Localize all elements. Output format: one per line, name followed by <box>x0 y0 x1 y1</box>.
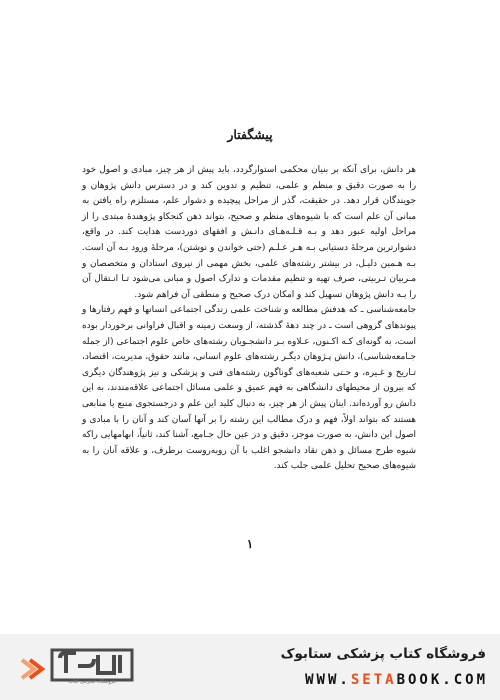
url-prefix: WWW. <box>305 672 351 688</box>
paragraph: جامعه‌شناسی ـ که هدفش مطالعه و شناخت علمی زندگی اجتماعی انسانها و فهم رفتارها و پیوندهای گروهی است ـ در چند دههٔ گذشته، از وسعت زمینه و اقبال فراوانی برخوردار بوده است، به گونه‌ای کـه اکـنون، عـلاوه بـر دانشجـویان رشته‌های خاص علوم اجتماعی (از جمله جـامعه‌شناسی)، دانش پـژوهان دیگـر رشته‌های علوم انسانی، مانند حقوق، مدیریت، اقتصاد، تـاریخ و غـیره، و حـتی شعبه‌های گوناگون رشته‌های فنی و پزشکی و نیز پژوهندگان دیگری که بیرون از محیطهای دانشگاهی به فهم عمیق و علمی مسائل اجتماعی علاقه‌مندند، به این دانش رو آورده‌اند. اینان پیش از هر چیز، به دنبال کلید این علم و درجستجوی منبع یا منابعی هستند که بتواند اولاً، فهم و درک مطالب این رشته را بر آنها آسان کند و آنان را با مبادی و اصول این دانش، به صورت موجز، دقیق و در عین حال جـامع، آشنا کند، ثانیاً، ابهامهایی راکه شیوه طرح مسائل و ذهن نقاد دانشجو اغلب با آن روبه‌روست برطرف، و علاقه آنان را به شیوه‌های صحیح تحلیل علمی جلب کند. <box>82 305 416 472</box>
publisher-footer <box>0 634 500 700</box>
url-brand: SETA <box>350 672 397 688</box>
url-suffix: BOOK.COM <box>396 672 488 688</box>
shop-url-link[interactable] <box>305 672 488 688</box>
setabook-logo-icon <box>16 640 136 698</box>
shop-name: فروشگاه کتاب پزشکی ستابوک <box>280 646 486 662</box>
document-body <box>82 163 416 475</box>
page-title: پیشگفتار <box>227 127 273 142</box>
page-number: ۱ <box>246 537 254 551</box>
paragraph: هر دانش، برای آنکه بر بنیان محکمی استوارگردد، باید پیش از هر چیز، مبادی و اصول خود را به صورت دقیق و منظم و علمی، تنظیم و تدوین کند و در دسترس دانش پژوهان و جویندگان قرار دهد. در حقیقت، گذر از مراحل پیچیده و دشوار علم، مستلزم راه یافتن به مبانی آن علم است که با شیوه‌های منظم و صحیح، بتواند ذهن کنجکاو پژوهندهٔ مبتدی را از مراحل اولیه عبور دهد و بـه قـلـه‌هـای دانـش و افقهای دوردست هدایت کند. در واقع، دشوارترین مرحلهٔ دستیابی بـه هـر عـلـم (حتی خواندن و نوشتن)، مرحلهٔ ورود بـه آن است. بـه هـمین دلیـل، در بیشتر رشته‌های علمی، بخش مهمی از نیروی استادان و متخصصان و مـربیان تـربیتی، صرف تهیه و تنظیم مقدمات و تدارک اصول و مبانی می‌شود تـا انـتقال آن را بـه دانش پژوهان تسهیل کند و امکان درک صحیح و منطقی آن فراهم شود. <box>82 165 416 300</box>
logo-tagline: فروشگاه اینترنتی کتاب <box>68 679 116 685</box>
